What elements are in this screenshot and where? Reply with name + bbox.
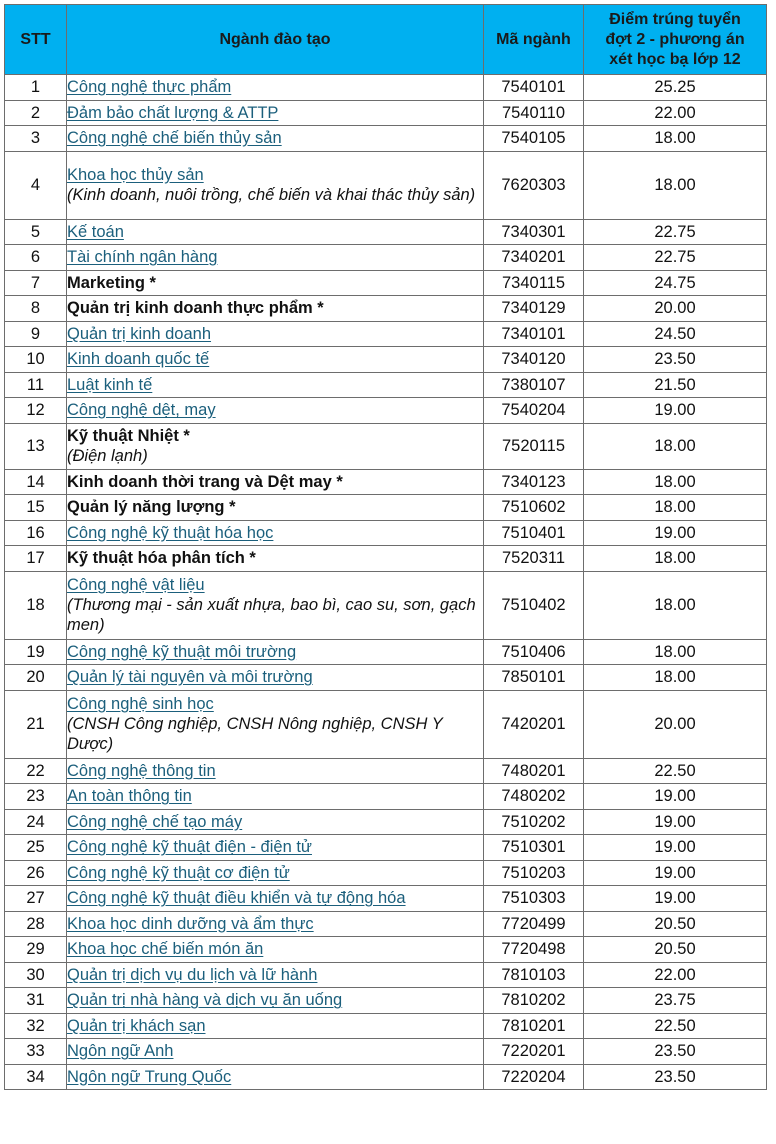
major-link[interactable]: Công nghệ dệt, may xyxy=(67,401,216,420)
table-row xyxy=(5,1039,767,1065)
row-code: 7720499 xyxy=(484,911,584,937)
row-stt: 13 xyxy=(5,423,67,469)
major-link[interactable]: Đảm bảo chất lượng & ATTP xyxy=(67,103,279,122)
row-major-cell xyxy=(67,219,484,245)
row-major-cell xyxy=(67,270,484,296)
major-name: Marketing * xyxy=(67,273,156,292)
row-score: 22.75 xyxy=(584,245,767,271)
table-row xyxy=(5,571,767,639)
row-code: 7720498 xyxy=(484,937,584,963)
major-name: Kỹ thuật Nhiệt * xyxy=(67,427,190,445)
row-code: 7340101 xyxy=(484,321,584,347)
row-major-cell xyxy=(67,809,484,835)
table-row xyxy=(5,296,767,322)
row-major-cell xyxy=(67,988,484,1014)
major-note: (Kinh doanh, nuôi trồng, chế biến và khai thác thủy sản) xyxy=(67,186,476,204)
table-row xyxy=(5,937,767,963)
row-stt: 7 xyxy=(5,270,67,296)
table-row xyxy=(5,398,767,424)
row-major-cell xyxy=(67,571,484,639)
row-major-cell xyxy=(67,495,484,521)
table-row xyxy=(5,758,767,784)
row-stt: 12 xyxy=(5,398,67,424)
row-code: 7850101 xyxy=(484,665,584,691)
row-code: 7510401 xyxy=(484,520,584,546)
major-name: Quản lý năng lượng * xyxy=(67,498,236,517)
header-row xyxy=(5,5,767,75)
row-stt: 27 xyxy=(5,886,67,912)
header-stt: STT xyxy=(5,5,67,75)
table-row xyxy=(5,423,767,469)
row-stt: 26 xyxy=(5,860,67,886)
major-name: Kỹ thuật hóa phân tích * xyxy=(67,549,256,568)
row-code: 7510406 xyxy=(484,639,584,665)
major-link[interactable]: Quản lý tài nguyên và môi trường xyxy=(67,668,313,687)
table-row xyxy=(5,75,767,101)
table-row xyxy=(5,835,767,861)
row-score: 18.00 xyxy=(584,423,767,469)
table-row xyxy=(5,784,767,810)
row-stt: 24 xyxy=(5,809,67,835)
row-score: 24.75 xyxy=(584,270,767,296)
row-major-cell xyxy=(67,690,484,758)
row-code: 7340123 xyxy=(484,469,584,495)
row-score: 22.75 xyxy=(584,219,767,245)
major-link[interactable]: Công nghệ thực phẩm xyxy=(67,78,232,97)
row-major-cell xyxy=(67,665,484,691)
row-stt: 33 xyxy=(5,1039,67,1065)
major-link[interactable]: Kế toán xyxy=(67,222,124,241)
row-code: 7340120 xyxy=(484,347,584,373)
row-code: 7510301 xyxy=(484,835,584,861)
table-row xyxy=(5,270,767,296)
row-stt: 20 xyxy=(5,665,67,691)
row-major-cell xyxy=(67,835,484,861)
major-link[interactable]: Quản trị khách sạn xyxy=(67,1016,206,1035)
major-link[interactable]: Công nghệ kỹ thuật điều khiển và tự động hóa xyxy=(67,889,406,908)
row-code: 7220201 xyxy=(484,1039,584,1065)
row-major-cell xyxy=(67,100,484,126)
row-stt: 11 xyxy=(5,372,67,398)
row-stt: 21 xyxy=(5,690,67,758)
row-stt: 28 xyxy=(5,911,67,937)
row-major-cell xyxy=(67,962,484,988)
row-code: 7420201 xyxy=(484,690,584,758)
major-name: Kinh doanh thời trang và Dệt may * xyxy=(67,472,343,491)
row-score: 21.50 xyxy=(584,372,767,398)
row-code: 7220204 xyxy=(484,1064,584,1090)
row-score: 19.00 xyxy=(584,398,767,424)
header-score: Điểm trúng tuyển đợt 2 - phương án xét học bạ lớp 12 xyxy=(584,5,767,75)
table-row xyxy=(5,469,767,495)
table-row xyxy=(5,245,767,271)
row-code: 7340129 xyxy=(484,296,584,322)
row-stt: 17 xyxy=(5,546,67,572)
row-major-cell xyxy=(67,784,484,810)
table-row xyxy=(5,151,767,219)
table-row xyxy=(5,219,767,245)
row-major-cell xyxy=(67,321,484,347)
header-major: Ngành đào tạo xyxy=(67,5,484,75)
major-link[interactable]: Công nghệ kỹ thuật hóa học xyxy=(67,523,274,542)
major-link[interactable]: Ngôn ngữ Trung Quốc xyxy=(67,1067,232,1086)
row-major-cell xyxy=(67,347,484,373)
row-stt: 9 xyxy=(5,321,67,347)
row-code: 7380107 xyxy=(484,372,584,398)
row-score: 23.50 xyxy=(584,1064,767,1090)
row-score: 18.00 xyxy=(584,639,767,665)
row-code: 7540105 xyxy=(484,126,584,152)
row-stt: 31 xyxy=(5,988,67,1014)
row-stt: 29 xyxy=(5,937,67,963)
row-code: 7620303 xyxy=(484,151,584,219)
row-stt: 25 xyxy=(5,835,67,861)
row-major-cell xyxy=(67,639,484,665)
row-code: 7540204 xyxy=(484,398,584,424)
row-score: 18.00 xyxy=(584,495,767,521)
table-row xyxy=(5,100,767,126)
row-code: 7480201 xyxy=(484,758,584,784)
table-row xyxy=(5,886,767,912)
row-code: 7340301 xyxy=(484,219,584,245)
table-row xyxy=(5,321,767,347)
table-row xyxy=(5,347,767,373)
row-code: 7540110 xyxy=(484,100,584,126)
row-score: 23.50 xyxy=(584,1039,767,1065)
major-link[interactable]: An toàn thông tin xyxy=(67,787,192,806)
major-link[interactable]: Công nghệ kỹ thuật môi trường xyxy=(67,642,297,661)
row-stt: 6 xyxy=(5,245,67,271)
row-stt: 15 xyxy=(5,495,67,521)
row-stt: 34 xyxy=(5,1064,67,1090)
row-major-cell xyxy=(67,245,484,271)
row-score: 18.00 xyxy=(584,151,767,219)
row-stt: 4 xyxy=(5,151,67,219)
row-stt: 32 xyxy=(5,1013,67,1039)
table-row xyxy=(5,126,767,152)
row-code: 7340115 xyxy=(484,270,584,296)
major-link[interactable]: Công nghệ kỹ thuật điện - điện tử xyxy=(67,838,312,857)
major-link[interactable]: Công nghệ kỹ thuật cơ điện tử xyxy=(67,863,290,882)
row-major-cell xyxy=(67,886,484,912)
row-score: 20.50 xyxy=(584,911,767,937)
major-link[interactable]: Quản trị nhà hàng và dịch vụ ăn uống xyxy=(67,991,343,1010)
row-stt: 23 xyxy=(5,784,67,810)
table-row xyxy=(5,911,767,937)
row-major-cell xyxy=(67,75,484,101)
row-major-cell xyxy=(67,860,484,886)
major-link[interactable]: Kinh doanh quốc tế xyxy=(67,350,210,369)
row-score: 22.50 xyxy=(584,758,767,784)
table-row xyxy=(5,665,767,691)
table-row xyxy=(5,546,767,572)
major-link[interactable]: Ngôn ngữ Anh xyxy=(67,1042,174,1061)
row-major-cell xyxy=(67,372,484,398)
major-link[interactable]: Công nghệ thông tin xyxy=(67,761,216,780)
row-major-cell xyxy=(67,1039,484,1065)
row-score: 19.00 xyxy=(584,520,767,546)
table-row xyxy=(5,1013,767,1039)
row-score: 22.00 xyxy=(584,962,767,988)
table-row xyxy=(5,860,767,886)
row-score: 19.00 xyxy=(584,886,767,912)
row-stt: 3 xyxy=(5,126,67,152)
row-stt: 8 xyxy=(5,296,67,322)
row-stt: 1 xyxy=(5,75,67,101)
row-code: 7510402 xyxy=(484,571,584,639)
row-major-cell xyxy=(67,758,484,784)
row-stt: 19 xyxy=(5,639,67,665)
table-row xyxy=(5,962,767,988)
row-score: 19.00 xyxy=(584,809,767,835)
row-score: 19.00 xyxy=(584,835,767,861)
table-row xyxy=(5,372,767,398)
table-row xyxy=(5,1064,767,1090)
major-note: (Thương mại - sản xuất nhựa, bao bì, cao su, sơn, gạch men) xyxy=(67,596,476,634)
row-major-cell xyxy=(67,398,484,424)
row-stt: 22 xyxy=(5,758,67,784)
row-stt: 2 xyxy=(5,100,67,126)
row-major-cell xyxy=(67,937,484,963)
row-code: 7810103 xyxy=(484,962,584,988)
row-code: 7810202 xyxy=(484,988,584,1014)
row-score: 20.00 xyxy=(584,690,767,758)
row-score: 18.00 xyxy=(584,665,767,691)
row-code: 7510203 xyxy=(484,860,584,886)
major-link[interactable]: Tài chính ngân hàng xyxy=(67,248,218,267)
row-code: 7340201 xyxy=(484,245,584,271)
row-major-cell xyxy=(67,911,484,937)
row-score: 23.75 xyxy=(584,988,767,1014)
row-major-cell xyxy=(67,546,484,572)
admissions-table xyxy=(4,4,767,1090)
row-code: 7540101 xyxy=(484,75,584,101)
row-code: 7480202 xyxy=(484,784,584,810)
major-link[interactable]: Quản trị kinh doanh xyxy=(67,324,212,343)
row-major-cell xyxy=(67,1064,484,1090)
row-major-cell xyxy=(67,1013,484,1039)
major-link[interactable]: Công nghệ chế biến thủy sản xyxy=(67,129,282,148)
major-link[interactable]: Công nghệ vật liệu xyxy=(67,576,205,594)
table-body xyxy=(5,75,767,1090)
major-name: Quản trị kinh doanh thực phẩm * xyxy=(67,299,324,318)
row-stt: 16 xyxy=(5,520,67,546)
row-code: 7510202 xyxy=(484,809,584,835)
row-score: 18.00 xyxy=(584,571,767,639)
row-score: 23.50 xyxy=(584,347,767,373)
major-note: (Điện lạnh) xyxy=(67,447,148,465)
row-major-cell xyxy=(67,296,484,322)
row-score: 24.50 xyxy=(584,321,767,347)
major-note: (CNSH Công nghiệp, CNSH Nông nghiệp, CNSH Y Dược) xyxy=(67,715,443,753)
table-row xyxy=(5,639,767,665)
row-score: 18.00 xyxy=(584,546,767,572)
row-code: 7810201 xyxy=(484,1013,584,1039)
header-code: Mã ngành xyxy=(484,5,584,75)
major-link[interactable]: Quản trị dịch vụ du lịch và lữ hành xyxy=(67,965,318,984)
table-row xyxy=(5,988,767,1014)
major-link[interactable]: Luật kinh tế xyxy=(67,375,153,394)
row-stt: 14 xyxy=(5,469,67,495)
row-code: 7520115 xyxy=(484,423,584,469)
row-stt: 30 xyxy=(5,962,67,988)
row-score: 19.00 xyxy=(584,860,767,886)
row-code: 7510303 xyxy=(484,886,584,912)
row-score: 22.50 xyxy=(584,1013,767,1039)
row-score: 20.00 xyxy=(584,296,767,322)
major-link[interactable]: Khoa học thủy sản xyxy=(67,166,204,184)
row-stt: 10 xyxy=(5,347,67,373)
row-score: 25.25 xyxy=(584,75,767,101)
row-score: 18.00 xyxy=(584,126,767,152)
row-major-cell xyxy=(67,469,484,495)
row-score: 18.00 xyxy=(584,469,767,495)
table-row xyxy=(5,520,767,546)
table-row xyxy=(5,690,767,758)
major-link[interactable]: Khoa học chế biến món ăn xyxy=(67,940,264,959)
row-code: 7520311 xyxy=(484,546,584,572)
row-major-cell xyxy=(67,126,484,152)
row-major-cell xyxy=(67,151,484,219)
row-code: 7510602 xyxy=(484,495,584,521)
table-row xyxy=(5,495,767,521)
row-score: 20.50 xyxy=(584,937,767,963)
row-major-cell xyxy=(67,520,484,546)
table-row xyxy=(5,809,767,835)
row-major-cell xyxy=(67,423,484,469)
row-stt: 5 xyxy=(5,219,67,245)
row-score: 19.00 xyxy=(584,784,767,810)
row-stt: 18 xyxy=(5,571,67,639)
major-link[interactable]: Công nghệ chế tạo máy xyxy=(67,812,243,831)
major-link[interactable]: Khoa học dinh dưỡng và ẩm thực xyxy=(67,914,314,933)
row-score: 22.00 xyxy=(584,100,767,126)
major-link[interactable]: Công nghệ sinh học xyxy=(67,695,214,713)
